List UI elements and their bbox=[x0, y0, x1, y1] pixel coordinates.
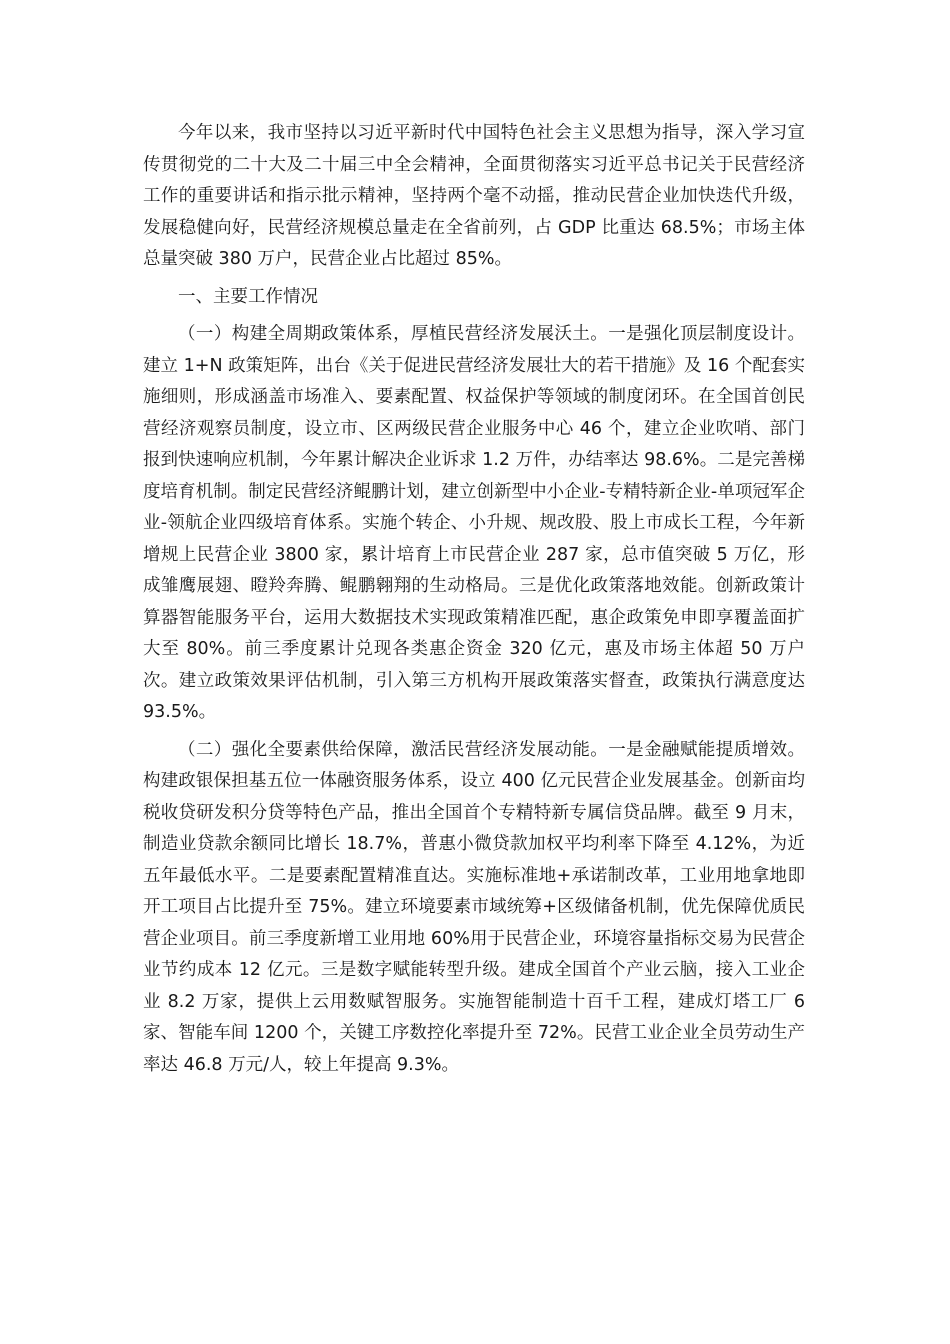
intro-paragraph: 今年以来，我市坚持以习近平新时代中国特色社会主义思想为指导，深入学习宣传贯彻党的二十大及二十届三中全会精神，全面贯彻落实习近平总书记关于民营经济工作的重要讲话和指示批示精神，坚持两个毫不动摇，推动民营企业加快迭代升级，发展稳健向好，民营经济规模总量走在全省前列，占 GDP 比重达 68.5%；市场主体总量突破 380 万户，民营企业占比超过 85%。 bbox=[143, 123, 805, 269]
subsection-paragraph-policy-system: （一）构建全周期政策体系，厚植民营经济发展沃土。一是强化顶层制度设计。建立 1+N 政策矩阵，出台《关于促进民营经济发展壮大的若干措施》及 16 个配套实施细则，形成涵盖市场准入、要素配置、权益保护等领域的制度闭环。在全国首创民营经济观察员制度，设立市、区两级民营企业服务中心 46 个，建立企业吹哨、部门报到快速响应机制，今年累计解决企业诉求 1.2 万件，办结率达 98.6%。二是完善梯度培育机制。制定民营经济鲲鹏计划，建立创新型中小企业-专精特新企业-单项冠军企业-领航企业四级培育体系。实施个转企、小升规、规改股、股上市成长工程，今年新增规上民营企业 3800 家，累计培育上市民营企业 287 家，总市值突破 5 万亿，形成雏鹰展翅、瞪羚奔腾、鲲鹏翱翔的生动格局。三是优化政策落地效能。创新政策计算器智能服务平台，运用大数据技术实现政策精准匹配，惠企政策免申即享覆盖面扩大至 80%。前三季度累计兑现各类惠企资金 320 亿元，惠及市场主体超 50 万户次。建立政策效果评估机制，引入第三方机构开展政策落实督查，政策执行满意度达 93.5%。 bbox=[143, 324, 805, 722]
section-heading-main-work: 一、主要工作情况 bbox=[178, 286, 318, 307]
subsection-paragraph-factor-supply: （二）强化全要素供给保障，激活民营经济发展动能。一是金融赋能提质增效。构建政银保担基五位一体融资服务体系，设立 400 亿元民营企业发展基金。创新亩均税收贷研发积分贷等特色产品，推出全国首个专精特新专属信贷品牌。截至 9 月末，制造业贷款余额同比增长 18.7%，普惠小微贷款加权平均利率下降至 4.12%，为近五年最低水平。二是要素配置精准直达。实施标准地+承诺制改革，工业用地拿地即开工项目占比提升至 75%。建立环境要素市域统筹+区级储备机制，优先保障优质民营企业项目。前三季度新增工业用地 60%用于民营企业，环境容量指标交易为民营企业节约成本 12 亿元。三是数字赋能转型升级。建成全国首个产业云脑，接入工业企业 8.2 万家，提供上云用数赋智服务。实施智能制造十百千工程，建成灯塔工厂 6 家、智能车间 1200 个，关键工序数控化率提升至 72%。民营工业企业全员劳动生产率达 46.8 万元/人，较上年提高 9.3%。 bbox=[143, 739, 805, 1075]
document-body bbox=[143, 118, 805, 1087]
